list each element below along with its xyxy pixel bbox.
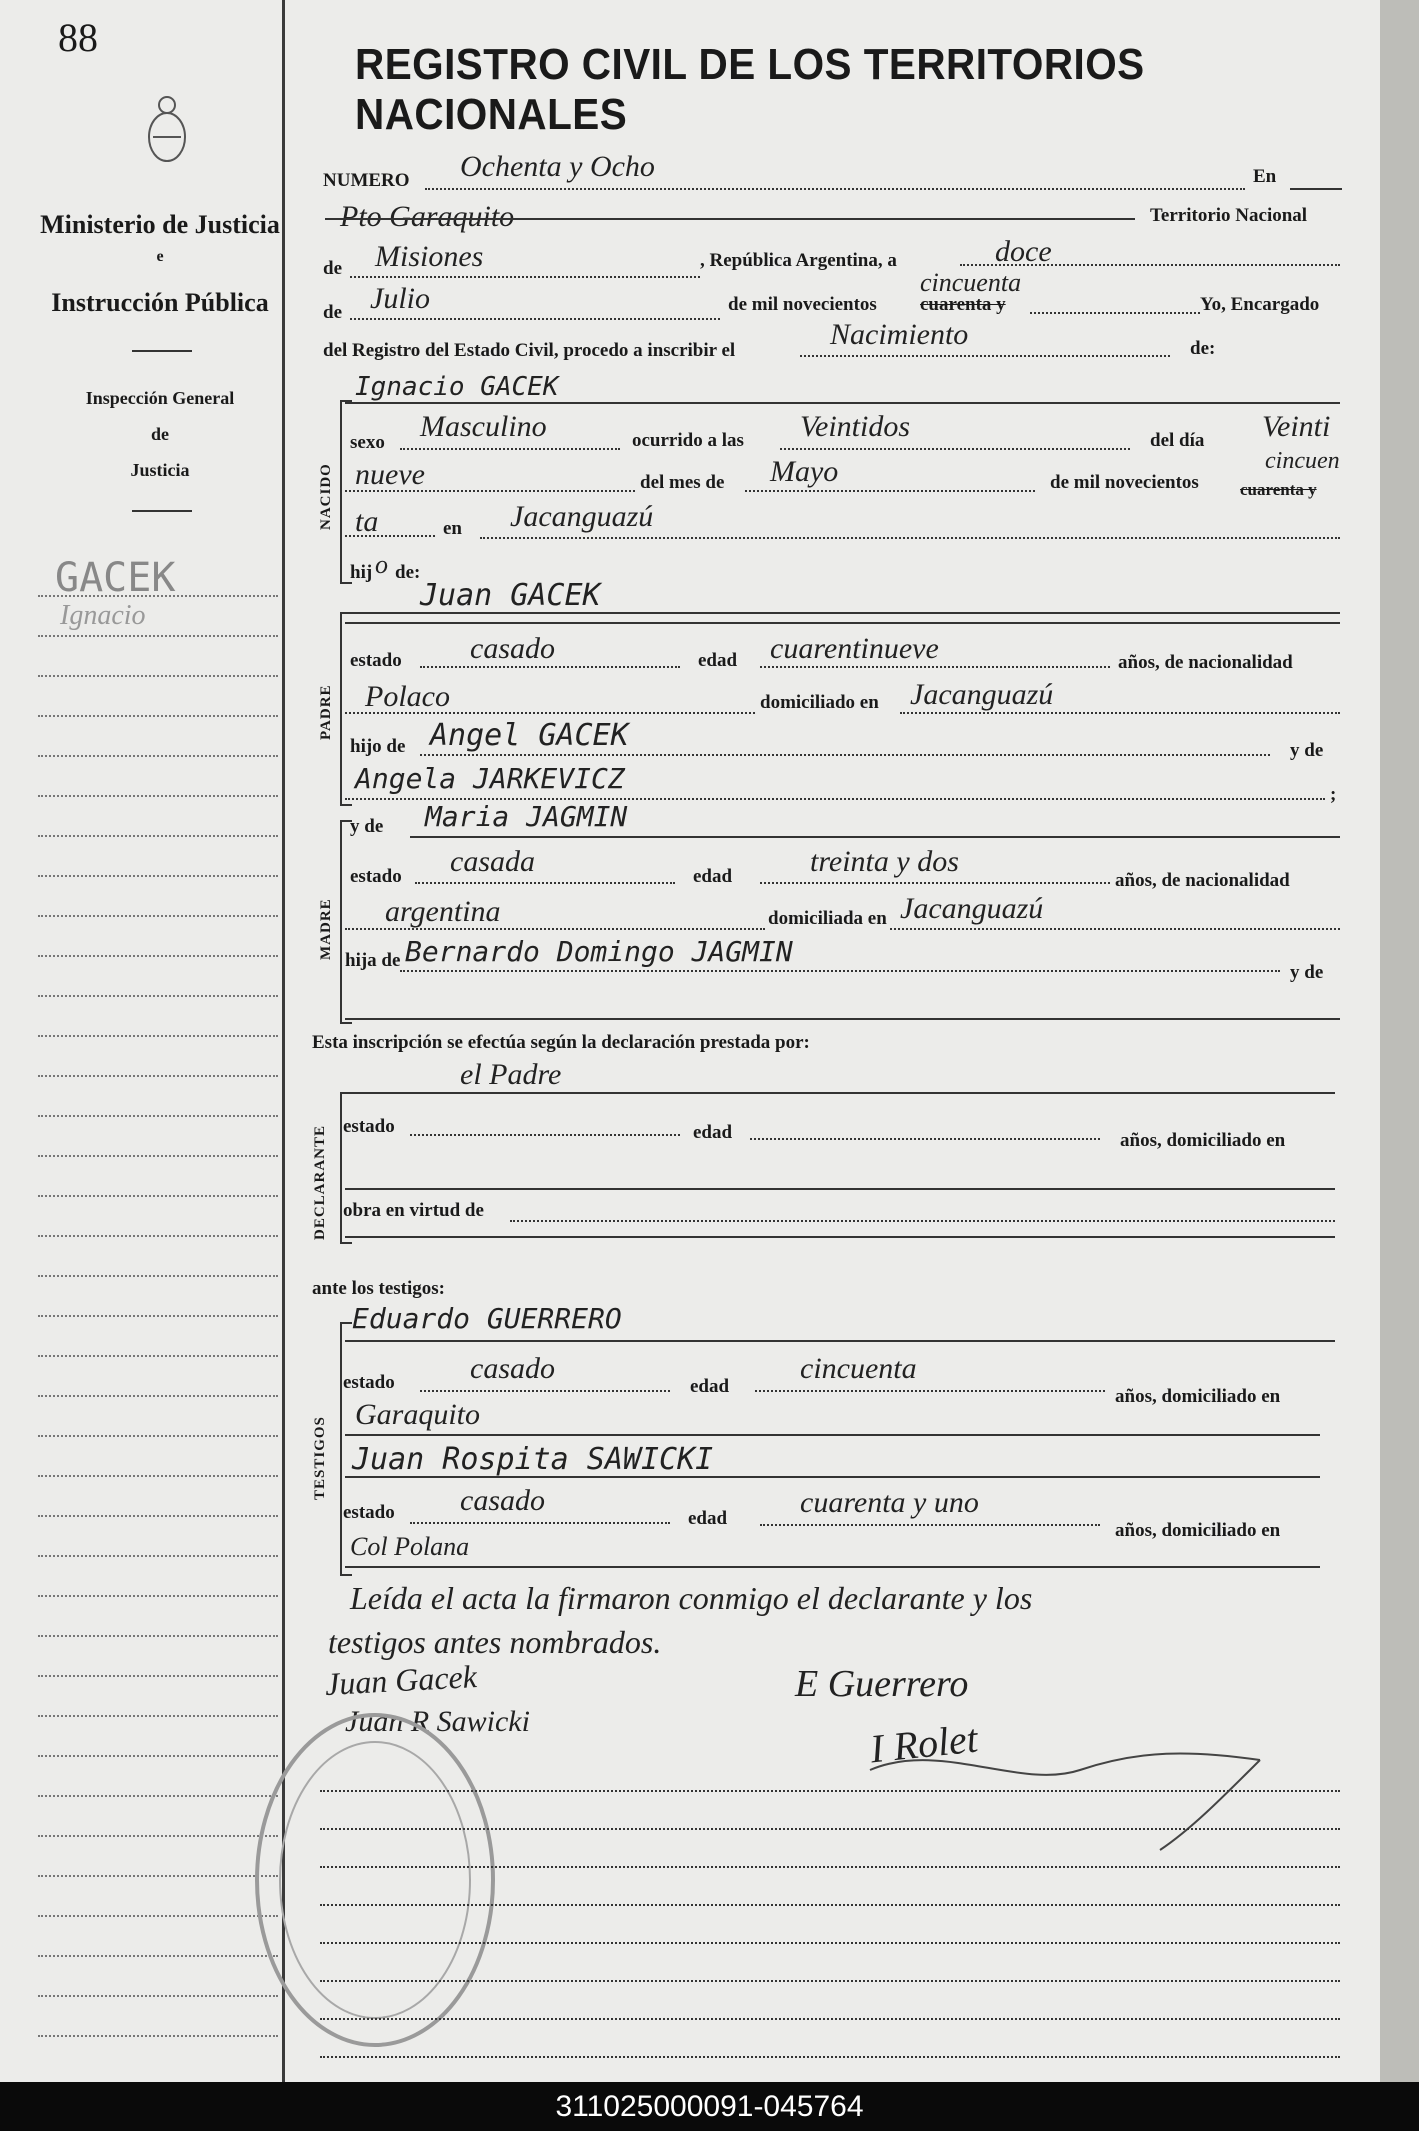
witness1-domicilio-value: Garaquito — [355, 1398, 481, 1431]
obra-label: obra en virtud de — [343, 1200, 484, 1221]
witness1-edad-value: cincuenta — [800, 1352, 917, 1385]
de-label: de — [323, 258, 342, 279]
witness1-estado-value: casado — [470, 1352, 555, 1385]
act-type-value: Nacimiento — [830, 318, 969, 351]
margin-line — [38, 1355, 278, 1357]
del-dia-label: del día — [1150, 430, 1205, 451]
margin-line — [38, 835, 278, 837]
sexo-value: Masculino — [420, 410, 547, 443]
ruled-line — [320, 1980, 1340, 1982]
hour-value: Veintidos — [800, 410, 910, 443]
margin-line — [38, 795, 278, 797]
year-label: de mil novecientos — [728, 294, 877, 315]
witness1-edad-label: edad — [690, 1376, 730, 1397]
mother-nationality-value: argentina — [385, 895, 501, 928]
birth-month-value: Mayo — [770, 455, 839, 488]
margin-line — [38, 1435, 278, 1437]
margin-line — [38, 1475, 278, 1477]
margin-line — [38, 675, 278, 677]
ministry-line-1: Ministerio de Justicia — [40, 210, 280, 239]
yo-encargado-label: Yo, Encargado — [1200, 294, 1320, 315]
margin-note-given-name: Ignacio — [60, 600, 146, 631]
declarante-anos-label: años, domiciliado en — [1120, 1130, 1286, 1151]
paternal-grandmother-value: Angela JARKEVICZ — [355, 762, 625, 795]
signature-3: E Guerrero — [795, 1663, 969, 1705]
margin-line — [38, 595, 278, 597]
signature-flourish-icon — [860, 1730, 1280, 1865]
locality-value: Pto Garaquito — [340, 200, 515, 233]
semicolon: ; — [1330, 784, 1337, 805]
margin-line — [38, 755, 278, 757]
witness2-domicilio-value: Col Polana — [350, 1532, 470, 1561]
witness2-estado-value: casado — [460, 1484, 545, 1517]
father-estado-label: estado — [350, 650, 402, 671]
mother-estado-value: casada — [450, 845, 535, 878]
testigos-section-label: TESTIGOS — [312, 1416, 328, 1500]
maternal-grandfather-value: Bernardo Domingo JAGMIN — [405, 935, 793, 968]
signature-4: I Rolet — [867, 1715, 980, 1772]
margin-line — [38, 1155, 278, 1157]
page-edge — [1380, 0, 1419, 2082]
birth-year-value-part2: ta — [355, 505, 379, 538]
witness2-estado-label: estado — [343, 1502, 395, 1523]
de-label-2: de — [323, 302, 342, 323]
margin-line — [38, 1075, 278, 1077]
father-y-de-label: y de — [1290, 740, 1324, 761]
mother-edad-label: edad — [693, 866, 733, 887]
mother-domicilio-value: Jacanguazú — [900, 892, 1044, 925]
mother-edad-value: treinta y dos — [810, 845, 959, 878]
day-value-part1: Veinti — [1262, 410, 1331, 443]
en-label: En — [1253, 166, 1277, 187]
mother-estado-label: estado — [350, 866, 402, 887]
ruled-line — [320, 1790, 1340, 1792]
signature-2: Juan R Sawicki — [345, 1705, 530, 1738]
month-value: Julio — [370, 282, 430, 315]
witness1-anos-label: años, domiciliado en — [1115, 1386, 1281, 1407]
declarante-edad-label: edad — [693, 1122, 733, 1143]
margin-line — [38, 1515, 278, 1517]
witness2-edad-label: edad — [688, 1508, 728, 1529]
margin-note-surname: GACEK — [55, 555, 176, 601]
sexo-label: sexo — [350, 432, 385, 453]
margin-line — [38, 995, 278, 997]
document-title: REGISTRO CIVIL DE LOS TERRITORIOS NACIONALES — [355, 40, 1145, 139]
divider — [132, 350, 192, 352]
mother-name-value: Maria JAGMIN — [425, 800, 628, 833]
closing-line-1: Leída el acta la firmaron conmigo el declarante y los — [350, 1580, 1033, 1616]
margin-line — [38, 1315, 278, 1317]
margin-line — [38, 1675, 278, 1677]
father-edad-value: cuarentinueve — [770, 632, 939, 665]
numero-label: NUMERO — [323, 170, 410, 191]
numero-value: Ochenta y Ocho — [460, 150, 655, 183]
father-domiciliado-label: domiciliado en — [760, 692, 879, 713]
margin-line — [38, 1035, 278, 1037]
witness2-name-value: Juan Rospita SAWICKI — [352, 1442, 714, 1477]
ruled-line — [320, 1866, 1340, 1868]
paternal-grandfather-value: Angel GACEK — [430, 718, 629, 753]
witness2-anos-label: años, domiciliado en — [1115, 1520, 1281, 1541]
hijo-label: hij — [350, 562, 373, 583]
ruled-line — [320, 1942, 1340, 1944]
territorio-label: Territorio Nacional — [1150, 205, 1308, 226]
nacido-section-label: NACIDO — [318, 463, 334, 530]
mother-domiciliada-label: domiciliada en — [768, 908, 887, 929]
official-seal-stamp-icon — [240, 1700, 510, 2065]
margin-line — [38, 875, 278, 877]
declarante-estado-label: estado — [343, 1116, 395, 1137]
witness1-estado-label: estado — [343, 1372, 395, 1393]
birth-year-printed: cuarenta y — [1240, 480, 1317, 499]
margin-line — [38, 1595, 278, 1597]
ruled-line — [320, 1828, 1340, 1830]
ministry-line-2: e — [156, 248, 164, 265]
father-anos-label: años, de nacionalidad — [1118, 652, 1293, 673]
ruled-line — [320, 2056, 1340, 2058]
ocurrido-label: ocurrido a las — [632, 430, 744, 451]
witness1-name-value: Eduardo GUERRERO — [352, 1302, 622, 1335]
territory-value: Misiones — [375, 240, 484, 273]
inspection-line-3: Justicia — [130, 460, 190, 480]
divider — [132, 510, 192, 512]
margin-line — [38, 1395, 278, 1397]
ruled-line — [320, 2018, 1340, 2020]
coat-of-arms-icon — [145, 95, 189, 172]
ruled-line — [320, 1904, 1340, 1906]
witness2-edad-value: cuarenta y uno — [800, 1486, 979, 1519]
margin-line — [38, 1115, 278, 1117]
mother-y-de-label-2: y de — [1290, 962, 1324, 983]
ministry-line-3: Instrucción Pública — [51, 288, 269, 317]
hijo-de-label: de: — [395, 562, 421, 583]
year-printed: cuarenta y — [920, 294, 1006, 315]
birth-year-label: de mil novecientos — [1050, 472, 1199, 493]
closing-line-2: testigos antes nombrados. — [328, 1624, 662, 1660]
father-domicilio-value: Jacanguazú — [910, 678, 1054, 711]
margin-line — [38, 1235, 278, 1237]
father-estado-value: casado — [470, 632, 555, 665]
testigos-intro-label: ante los testigos: — [312, 1278, 445, 1299]
inspection-line-1: Inspección General — [85, 388, 235, 408]
declarante-value: el Padre — [460, 1058, 562, 1091]
margin-line — [38, 955, 278, 957]
father-nationality-value: Polaco — [365, 680, 450, 713]
mother-anos-label: años, de nacionalidad — [1115, 870, 1290, 891]
declarante-section-label: DECLARANTE — [312, 1124, 328, 1240]
father-edad-label: edad — [698, 650, 738, 671]
birth-year-value-part1: cincuen — [1265, 448, 1340, 474]
birthplace-value: Jacanguazú — [510, 500, 654, 533]
reference-number: 311025000091-045764 — [0, 2082, 1419, 2131]
mother-y-de-label: y de — [350, 816, 384, 837]
de-label-3: de: — [1190, 338, 1216, 359]
year-value: cincuenta — [920, 268, 1022, 297]
father-name-value: Juan GACEK — [420, 578, 601, 613]
padre-section-label: PADRE — [318, 684, 334, 740]
hijo-suffix: o — [375, 550, 388, 579]
margin-line — [38, 635, 278, 637]
page-number: 88 — [58, 15, 98, 60]
margin-line — [38, 1635, 278, 1637]
margin-line — [38, 715, 278, 717]
margin-line — [38, 1275, 278, 1277]
day-value-part2: nueve — [355, 458, 425, 491]
born-en-label: en — [443, 518, 462, 539]
mes-label: del mes de — [640, 472, 725, 493]
madre-section-label: MADRE — [318, 898, 334, 960]
republica-label: , República Argentina, a — [700, 250, 897, 271]
signature-1: Juan Gacek — [324, 1658, 478, 1702]
inspection-line-2: de — [151, 424, 169, 444]
born-name-value: Ignacio GACEK — [355, 372, 559, 402]
declaration-intro-label: Esta inscripción se efectúa según la declaración prestada por: — [312, 1032, 810, 1053]
margin-line — [38, 1555, 278, 1557]
margin-line — [38, 1195, 278, 1197]
registro-label: del Registro del Estado Civil, procedo a inscribir el — [323, 340, 736, 361]
mother-hija-de-label: hija de — [345, 950, 401, 971]
margin-line — [38, 915, 278, 917]
father-hijo-de-label: hijo de — [350, 736, 406, 757]
day-value: doce — [995, 235, 1052, 268]
